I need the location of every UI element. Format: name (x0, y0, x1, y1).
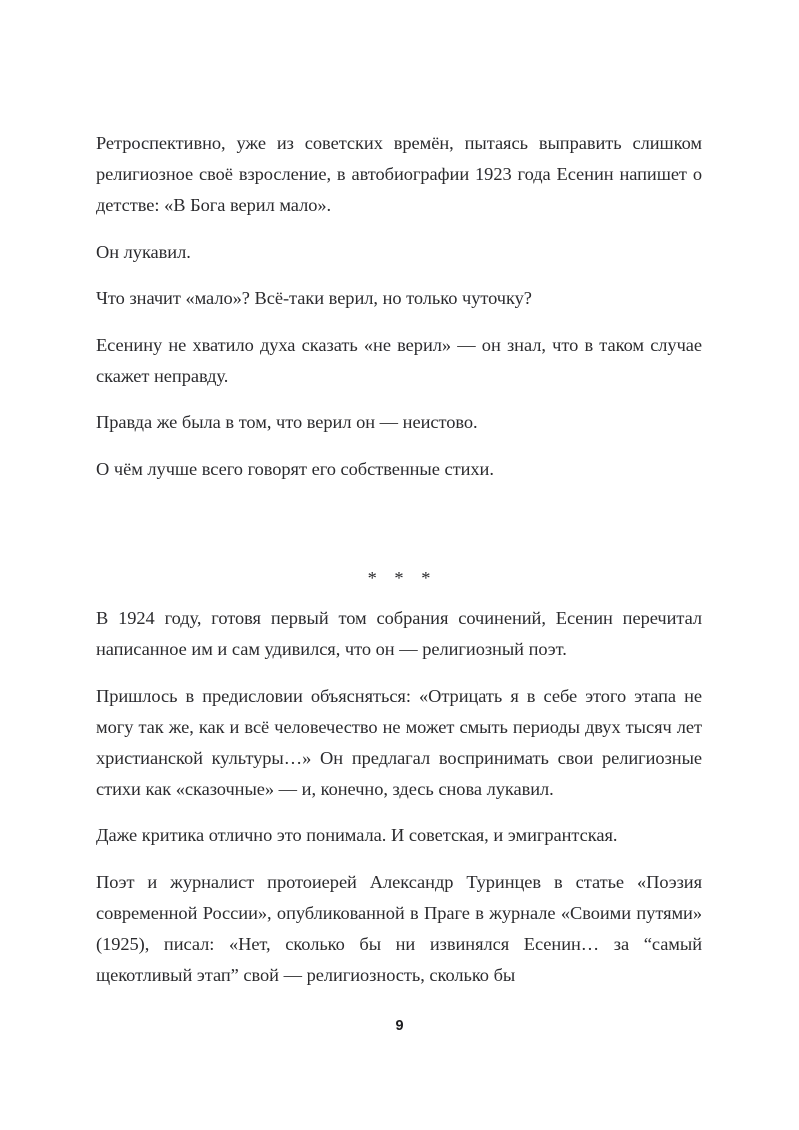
section-divider-asterisks: * * * (367, 568, 437, 588)
paragraph-9: Даже критика отлично это понимала. И советская, и эмигрантская. (96, 825, 618, 845)
page-number: 9 (395, 1018, 404, 1034)
paragraph-2: Он лукавил. (96, 241, 191, 262)
paragraph-3: Что значит «мало»? Всё-таки верил, но только чуточку? (96, 288, 532, 308)
paragraph-6: О чём лучше всего говорят его собственные стихи. (96, 458, 494, 479)
page-text-column (96, 128, 702, 991)
paragraph-5: Правда же была в том, что верил он — неистово. (96, 412, 478, 432)
paragraph-4: Есенину не хватило духа сказать «не верил» — он знал, что в таком случае скажет неправду. (96, 334, 702, 386)
paragraph-10: Поэт и журналист протоиерей Александр Туринцев в статье «Поэзия современной России», опубликованной в Праге в журнале «Своими путями» (1925), писал: «Нет, сколько бы ни извинялся Есенин… за “самый щекотливый этап” свой — религиозность, сколько бы (96, 871, 702, 985)
paragraph-1: Ретроспективно, уже из советских времён, пытаясь выправить слишком религиозное своё взросление, в автобиографии 1923 года Есенин напишет о детстве: «В Бога верил мало». (96, 133, 702, 215)
paragraph-7: В 1924 году, готовя первый том собрания сочинений, Есенин перечитал написанное им и сам удивился, что он — религиозный поэт. (96, 608, 702, 659)
paragraph-8: Пришлось в предисловии объясняться: «Отрицать я в себе этого этапа не могу так же, как и всё человечество не может смыть периоды двух тысяч лет христианской культуры…» Он предлагал воспринимать свои религиозные стихи как «сказочные» — и, конечно, здесь снова лукавил. (96, 685, 702, 799)
